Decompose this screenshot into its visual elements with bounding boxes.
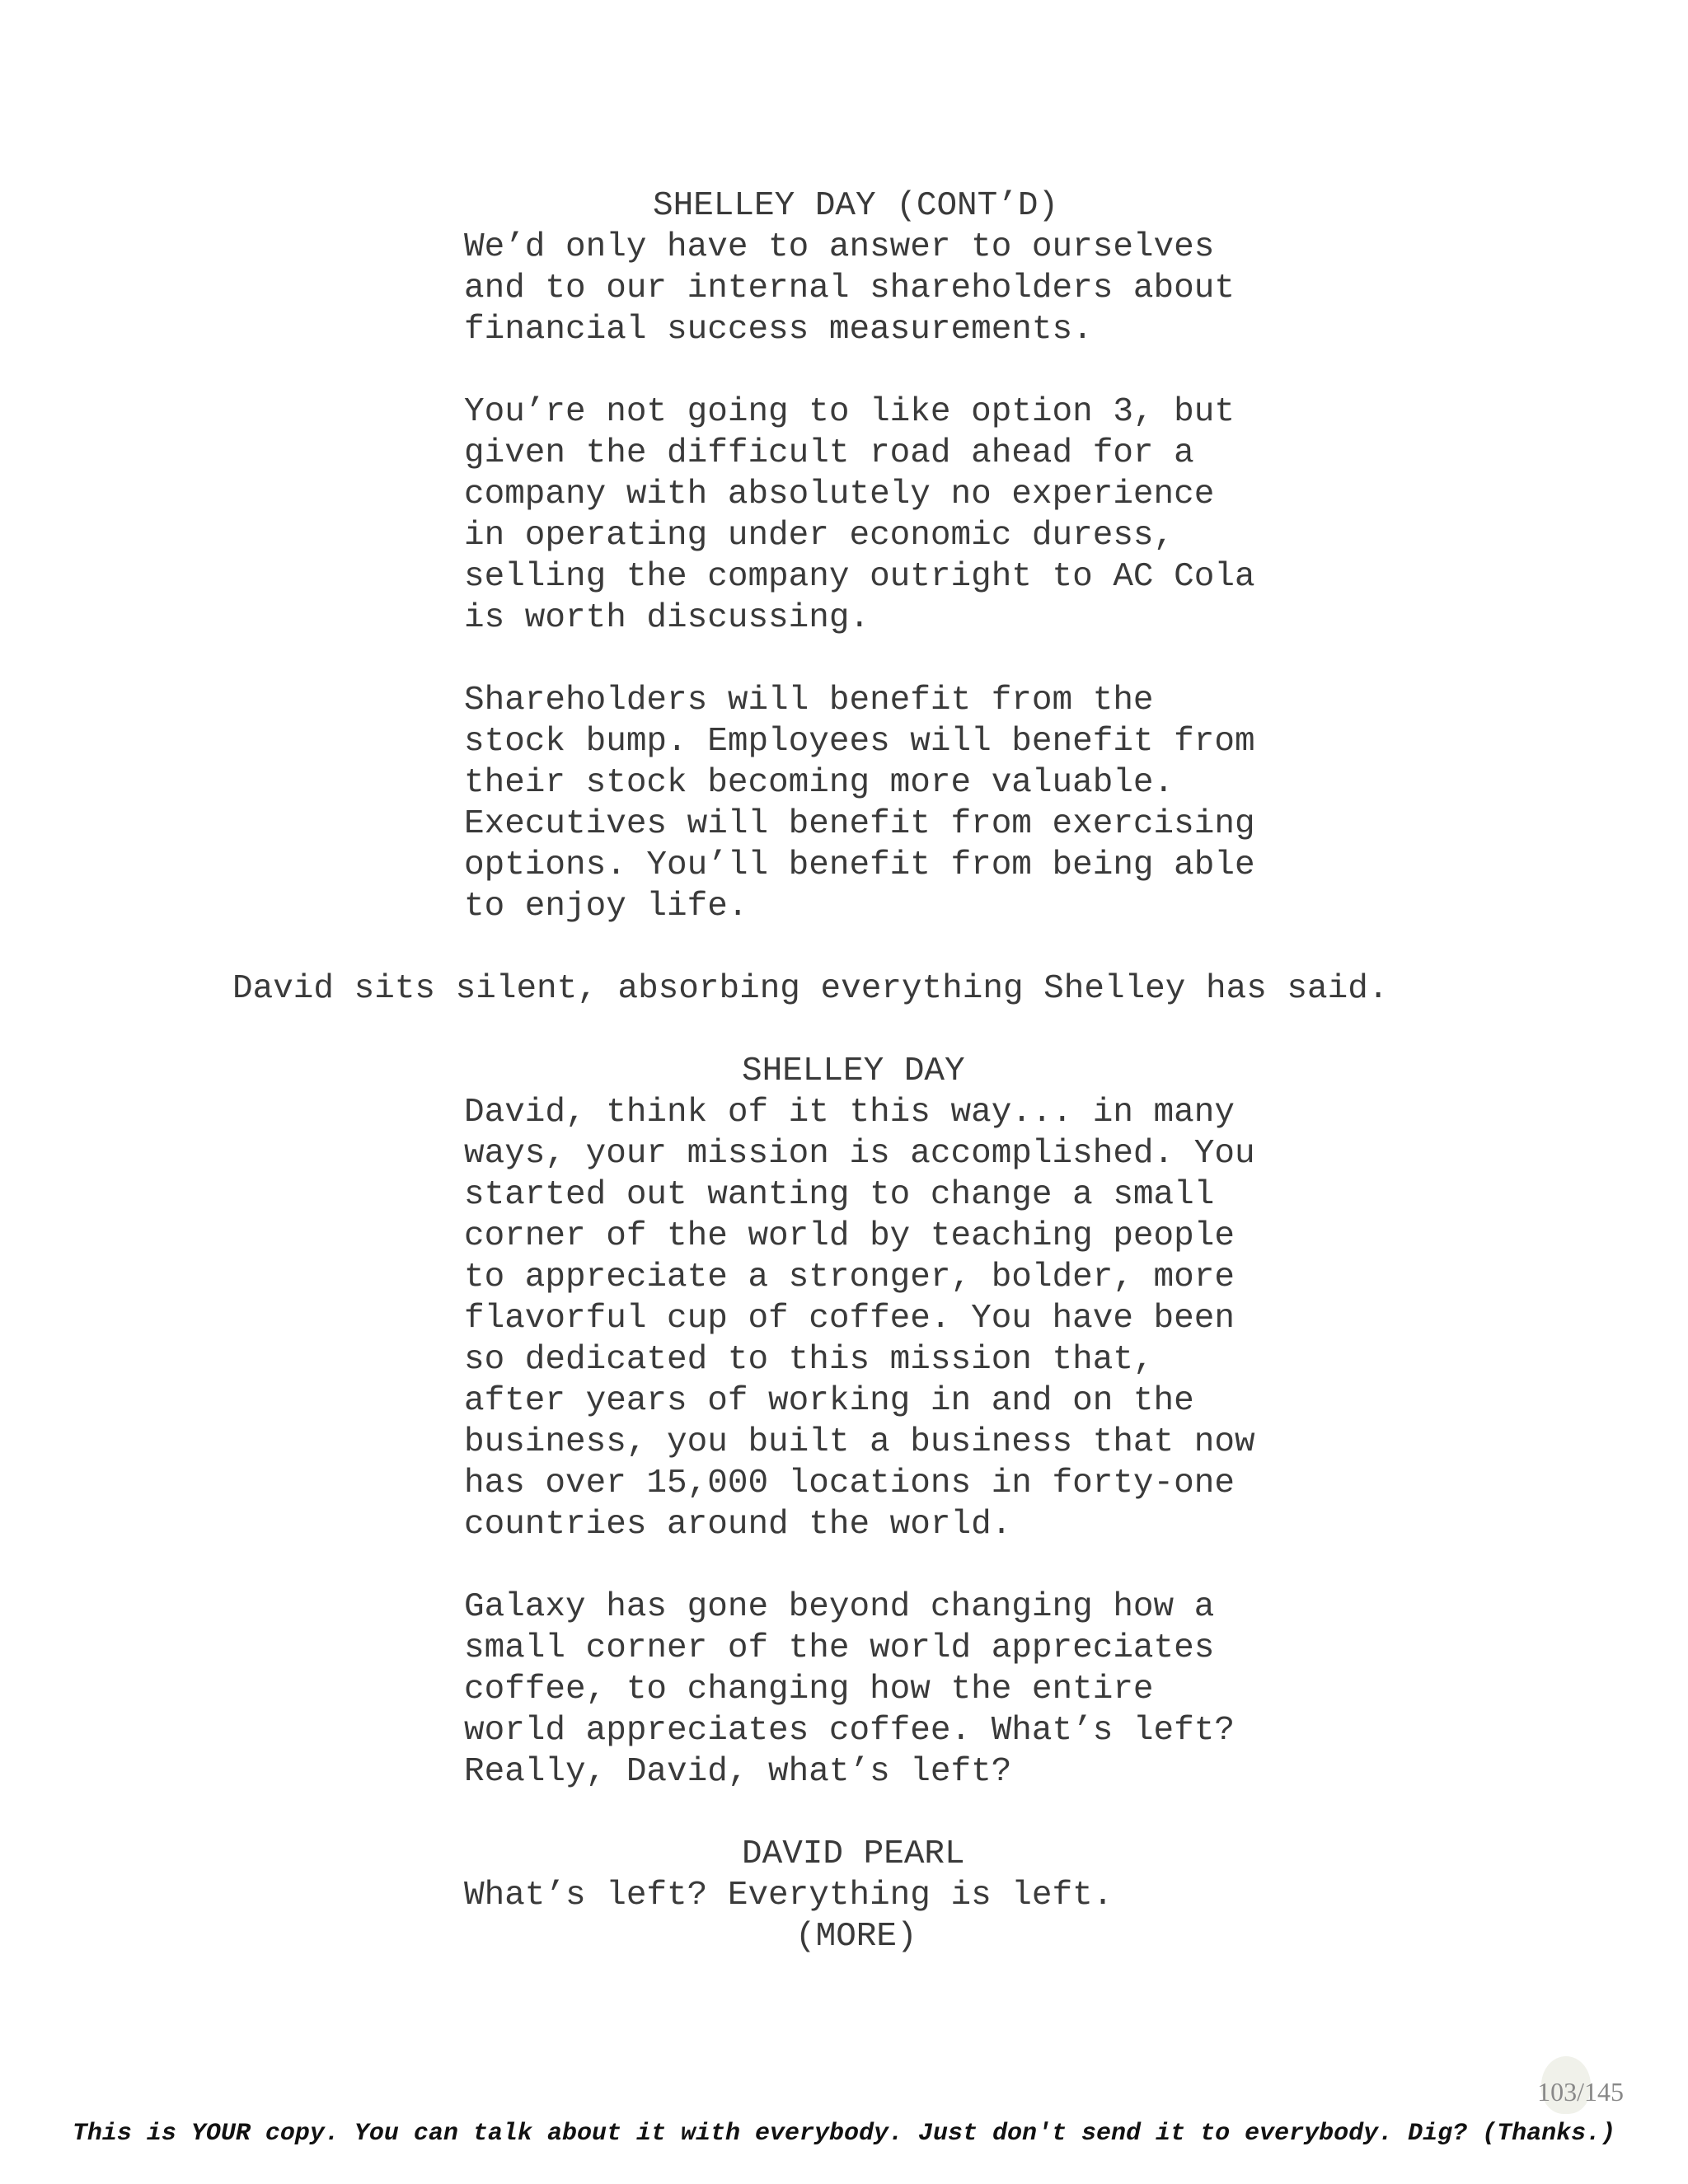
dialogue-line: Galaxy has gone beyond changing how a [464, 1588, 1215, 1626]
dialogue-line: started out wanting to change a small [464, 1176, 1215, 1214]
character-cue: SHELLEY DAY (CONT’D) [653, 187, 1059, 225]
dialogue-line: to appreciate a stronger, bolder, more [464, 1258, 1235, 1296]
dialogue-line: business, you built a business that now [464, 1423, 1255, 1461]
dialogue-line: ways, your mission is accomplished. You [464, 1135, 1255, 1173]
dialogue-line: We’d only have to answer to ourselves [464, 228, 1215, 266]
dialogue-line: corner of the world by teaching people [464, 1217, 1235, 1255]
character-cue: SHELLEY DAY [742, 1052, 965, 1090]
dialogue-line: company with absolutely no experience [464, 476, 1215, 513]
dialogue-line: Really, David, what’s left? [464, 1753, 1012, 1791]
dialogue-line: after years of working in and on the [464, 1382, 1194, 1420]
dialogue-line: and to our internal shareholders about [464, 269, 1235, 307]
dialogue-line: in operating under economic duress, [464, 517, 1175, 555]
dialogue-line: small corner of the world appreciates [464, 1629, 1215, 1667]
dialogue-line: You’re not going to like option 3, but [464, 393, 1235, 431]
footer-note: This is YOUR copy. You can talk about it with everybody. Just don't send it to everybody. Dig? (Thanks.) [72, 2120, 1616, 2148]
dialogue-line: to enjoy life. [464, 888, 748, 926]
dialogue-line: Shareholders will benefit from the [464, 682, 1154, 719]
dialogue-line: is worth discussing. [464, 599, 870, 637]
dialogue-line: stock bump. Employees will benefit from [464, 723, 1255, 761]
dialogue-line: flavorful cup of coffee. You have been [464, 1300, 1235, 1338]
character-cue: DAVID PEARL [742, 1835, 965, 1873]
dialogue-line: coffee, to changing how the entire [464, 1671, 1154, 1708]
dialogue-line: given the difficult road ahead for a [464, 434, 1194, 472]
dialogue-line: so dedicated to this mission that, [464, 1341, 1154, 1379]
dialogue-line: What’s left? Everything is left. [464, 1877, 1114, 1915]
dialogue-line: options. You’ll benefit from being able [464, 846, 1255, 884]
dialogue-line: world appreciates coffee. What’s left? [464, 1712, 1235, 1750]
action-line: David sits silent, absorbing everything Shelley has said. [232, 970, 1389, 1008]
dialogue-line: countries around the world. [464, 1506, 1012, 1544]
dialogue-line: their stock becoming more valuable. [464, 764, 1175, 802]
dialogue-line: selling the company outright to AC Cola [464, 558, 1255, 596]
dialogue-line: has over 15,000 locations in forty-one [464, 1465, 1235, 1502]
page-number: 103/145 [1537, 2077, 1624, 2107]
more-continuation: (MORE) [795, 1918, 917, 1956]
dialogue-line: financial success measurements. [464, 311, 1093, 349]
dialogue-line: Executives will benefit from exercising [464, 805, 1255, 843]
dialogue-line: David, think of it this way... in many [464, 1094, 1235, 1132]
